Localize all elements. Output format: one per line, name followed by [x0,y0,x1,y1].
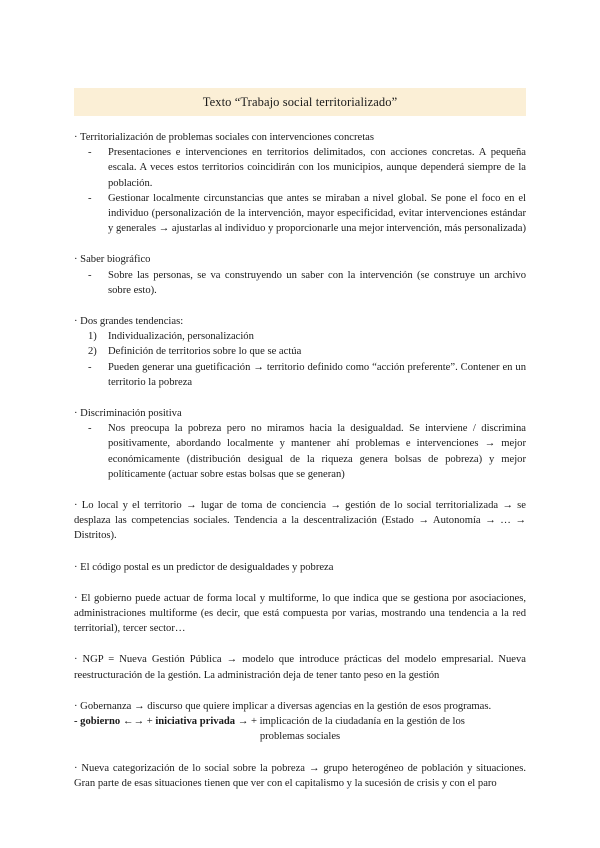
dash-list [74,145,526,236]
list-item-text: Sobre las personas, se va construyendo un saber con la intervención (se construye un archivo sobre esto). [108,269,526,296]
item-marker: 2) [88,346,97,358]
dash-list [74,268,526,298]
formula-term-gobierno: - gobierno [74,716,121,728]
list-item: - Sobre las personas, se va construyendo un saber con la intervención (se construye un archivo sobre esto). [88,269,526,296]
list-item-text: Gestionar localmente circunstancias que antes se miraban a nivel global. Se pone el foco en el individuo (personalización de la intervención, mayor especificidad, evitar intervenciones estándar y generales → ajustarlas al individuo y proporcionarle una mejor intervención, más personalizada) [108,192,527,235]
dash-list [74,360,526,390]
list-item-text: Pueden generar una guetificación → territorio definido como “acción preferente”. Contener en un territorio la pobreza [108,361,526,388]
numbered-item [74,329,526,344]
paragraph-categorizacion: · Nueva categorización de lo social sobre la pobreza → grupo heterogéneo de población y situaciones. Gran parte de esas situaciones tienen que ver con el capitalismo y la sucesión de crisis y con el paro [74,762,526,789]
section-heading: · Territorialización de problemas sociales con intervenciones concretas [74,132,374,143]
section-heading: · Gobernanza → discurso que quiere implicar a diversas agencias en la gestión de esos programas. [74,700,492,712]
section-tendencias [74,314,526,390]
list-item: - Pueden generar una guetificación → territorio definido como “acción preferente”. Contener en un territorio la pobreza [88,361,526,388]
document-title: Texto “Trabajo social territorializado” [202,94,398,109]
item-marker: 1) [88,331,97,343]
formula-continuation: problemas sociales [259,731,341,743]
list-item-text: Nos preocupa la pobreza pero no miramos hacia la desigualdad. Se interviene / discrimina positivamente, abordando localmente y mantener ahí problemas e intervenciones → mejor económicamente (distribución desigual de la riqueza genera bolsas de pobreza) y mejor políticamente (actuar sobre estas bolsas que se generan) [108,423,526,480]
document-body [74,130,526,791]
list-item: - Gestionar localmente circunstancias que antes se miraban a nivel global. Se pone el foco en el individuo (personalización de la intervención, mayor especificidad, evitar intervenciones estándar y generales → ajustarlas al individuo y proporcionarle una mejor intervención, más personalizada) [88,192,527,235]
gobernanza-formula [74,714,526,729]
paragraph-gobierno: · El gobierno puede actuar de forma local y multiforme, lo que indica que se gestiona por asociaciones, administraciones multiforme (es decir, que está compuesta por varias, mostrando una tendencia a la red territorial), tercer sector… [74,592,526,635]
numbered-item [74,344,526,359]
section-discriminacion [74,406,526,482]
section-territorializacion [74,130,526,236]
numbered-list [74,329,526,359]
paragraph-codigo-postal: · El código postal es un predictor de desigualdades y pobreza [74,561,334,573]
formula-term-iniciativa: iniciativa privada [155,716,236,728]
title-banner [74,88,526,116]
list-item-text: Individualización, personalización [108,331,254,343]
list-item-text: Definición de territorios sobre lo que se actúa [108,346,302,358]
paragraph-ngp: · NGP = Nueva Gestión Pública → modelo que introduce prácticas del modelo empresarial. Nueva reestructuración de la gestión. La administración deja de tener tanto peso en la gestión [74,654,526,681]
section-heading: · Discriminación positiva [74,408,182,420]
section-heading: · Dos grandes tendencias: [74,316,184,328]
formula-term-ciudadania: → + implicación de la ciudadanía en la gestión de los [235,716,465,728]
dash-list [74,421,526,482]
paragraph-local-territorio: · Lo local y el territorio → lugar de toma de conciencia → gestión de lo social territorializada → se desplaza las competencias sociales. Tendencia a la descentralización (Estado → Autonomía → … → Distritos). [74,500,526,542]
list-item-text: Presentaciones e intervenciones en territorios delimitados, con acciones concretas. A pequeña escala. A veces estos territorios coincidirán con los municipios, aunque dependerá siempre de la población. [108,147,526,189]
formula-arrow: ←→ + [120,716,156,728]
section-gobernanza [74,699,526,745]
section-saber-biografico [74,252,526,298]
list-item: - Presentaciones e intervenciones en territorios delimitados, con acciones concretas. A pequeña escala. A veces estos territorios coincidirán con los municipios, aunque dependerá siempre de la población. [88,147,526,189]
list-item: - Nos preocupa la pobreza pero no miramos hacia la desigualdad. Se interviene / discrimina positivamente, abordando localmente y mantener ahí problemas e intervenciones → mejor económicamente (distribución desigual de la riqueza genera bolsas de pobreza) y mejor políticamente (actuar sobre estas bolsas que se generan) [88,423,526,480]
section-heading: · Saber biográfico [74,254,151,266]
